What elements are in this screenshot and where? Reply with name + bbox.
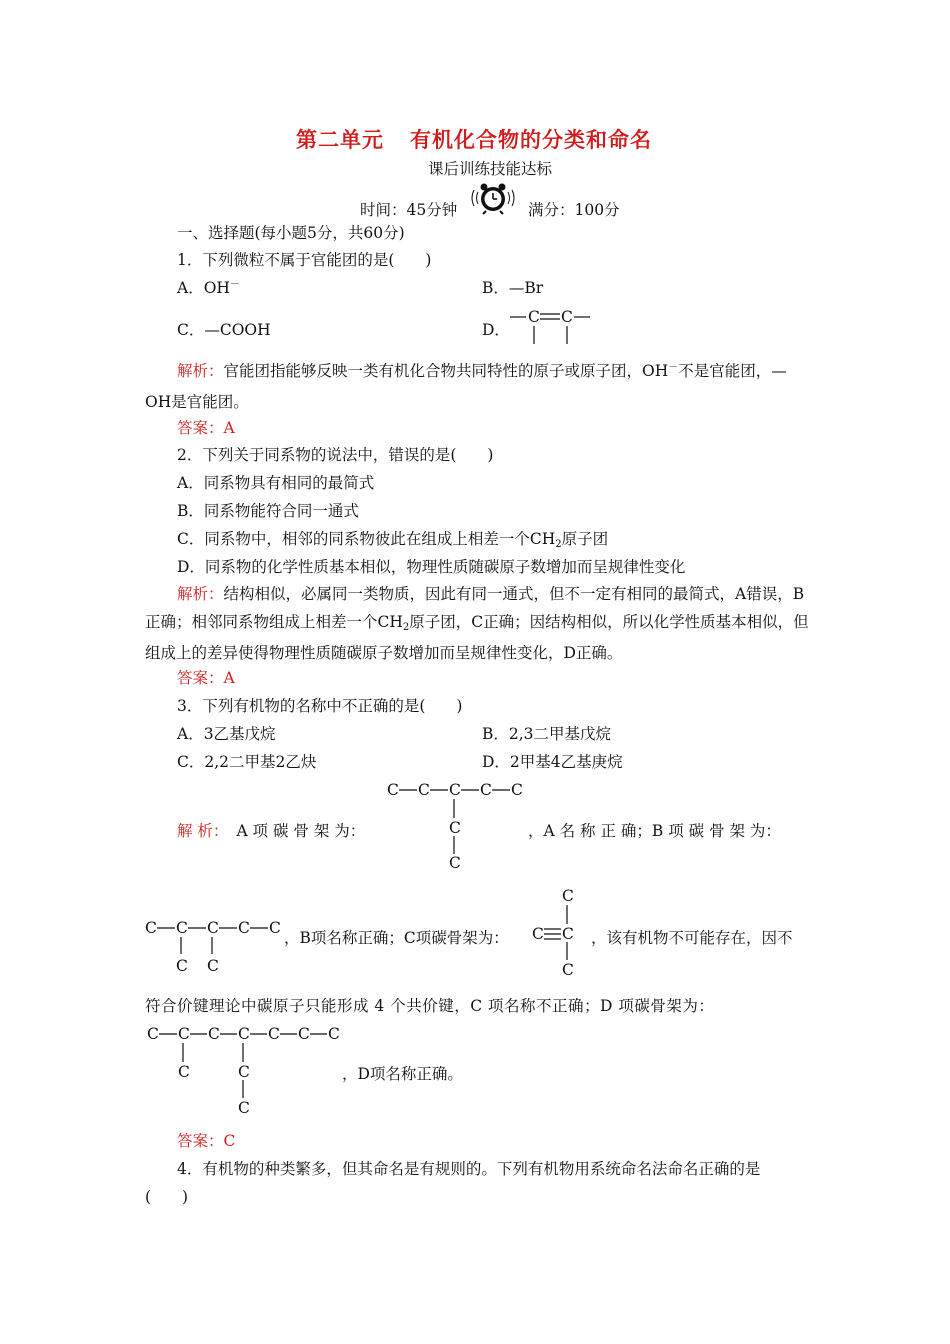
carbon-atom: C: [207, 919, 219, 937]
carbon-atom: C: [176, 957, 188, 975]
carbon-atom: C: [328, 1025, 340, 1043]
q2-option-c: C．同系物中，相邻的同系物彼此在组成上相差一个CH2原子团: [177, 530, 609, 550]
q1-option-c: C．—COOH: [177, 321, 271, 339]
score-label: 满分：100分: [528, 201, 620, 219]
q3-stem: 3．下列有机物的名称中不正确的是( ): [177, 697, 463, 715]
q1-option-a: A．OH－: [177, 279, 240, 297]
title-unit: 第二单元: [296, 127, 384, 152]
carbon-atom: C: [387, 781, 399, 799]
page-subtitle: 课后训练技能达标: [428, 160, 553, 178]
q2-analysis: 解析：结构相似，必属同一类物质，因此有同一通式，但不一定有相同的最简式，A错误，B正确；相邻同系物组成上相差一个CH2原子团，C正确；因结构相似，所以化学性质基本相似，但组成上的差异使得物理性质随碳原子数增加而呈规律性变化，D正确。: [145, 585, 809, 662]
skeleton-a: [385, 778, 525, 877]
q3-analysis-continued: 符合价键理论中碳原子只能形成 4 个共价键，C 项名称不正确；D 项碳骨架为：: [145, 997, 715, 1015]
q2-stem: 2．下列关于同系物的说法中，错误的是( ): [177, 446, 494, 464]
carbon-atom: C: [418, 781, 430, 799]
skeleton-d: [145, 1022, 345, 1126]
q4-paren: ( ): [145, 1188, 189, 1206]
carbon-atom: C: [178, 1025, 190, 1043]
carbon-atom: C: [298, 1025, 310, 1043]
carbon-atom: C: [147, 1025, 159, 1043]
carbon-atom: C: [208, 1025, 220, 1043]
carbon-atom: C: [178, 1063, 190, 1081]
carbon-atom: C: [269, 919, 281, 937]
q3-analysis-d-end: ，D项名称正确。: [342, 1065, 463, 1083]
carbon-atom: C: [532, 925, 544, 943]
q3-analysis-c-end: ，该有机物不可能存在，因不: [591, 929, 793, 947]
title-topic: 有机化合物的分类和命名: [410, 127, 652, 152]
q1-option-d: D．: [482, 321, 510, 339]
carbon-atom: C: [562, 925, 574, 943]
q3-analysis-b-end: ，B项名称正确；C项碳骨架为：: [284, 929, 509, 947]
carbon-atom: C: [238, 1099, 250, 1117]
carbon-atom: C: [561, 308, 573, 326]
q3-option-b: B．2,3二甲基戊烷: [482, 725, 612, 743]
q1-option-d-structure: [508, 304, 598, 354]
page-title: [296, 124, 652, 154]
time-label: 时间：45分钟: [360, 201, 458, 219]
q3-option-a: A．3乙基戊烷: [177, 725, 276, 743]
q3-option-d: D．2甲基4乙基庚烷: [482, 753, 623, 771]
q2-option-b: B．同系物能符合同一通式: [177, 502, 359, 520]
carbon-atom: C: [449, 854, 461, 872]
carbon-atom: C: [268, 1025, 280, 1043]
q1-option-b: B．—Br: [482, 279, 544, 297]
section-heading: 一、选择题(每小题5分，共60分): [177, 224, 405, 242]
q1-stem: 1．下列微粒不属于官能团的是( ): [177, 251, 432, 269]
carbon-atom: C: [528, 308, 540, 326]
carbon-atom: C: [562, 961, 574, 979]
q3-analysis-a: 解 析： A 项 碳 骨 架 为：: [177, 822, 366, 840]
q1-answer: 答案：A: [177, 419, 235, 437]
q3-answer: 答案：C: [177, 1132, 236, 1150]
alarm-clock-icon: [468, 180, 518, 216]
carbon-atom: C: [238, 1025, 250, 1043]
carbon-atom: C: [562, 887, 574, 905]
q2-answer: 答案：A: [177, 669, 235, 687]
q3-option-c: C．2,2二甲基2乙炔: [177, 753, 317, 771]
carbon-atom: C: [511, 781, 523, 799]
q1-analysis: 解析：官能团指能够反映一类有机化合物共同特性的原子或原子团，OH－不是官能团，—OH是官能团。: [145, 362, 787, 411]
carbon-atom: C: [207, 957, 219, 975]
skeleton-b: [143, 916, 283, 982]
carbon-atom: C: [449, 819, 461, 837]
carbon-atom: C: [238, 919, 250, 937]
carbon-atom: C: [480, 781, 492, 799]
carbon-atom: C: [176, 919, 188, 937]
q2-option-a: A．同系物具有相同的最简式: [177, 474, 375, 492]
skeleton-c: [530, 884, 590, 988]
carbon-atom: C: [145, 919, 157, 937]
carbon-atom: C: [449, 781, 461, 799]
q3-analysis-a-end: ，A 名 称 正 确；B 项 碳 骨 架 为：: [528, 822, 781, 840]
q2-option-d: D．同系物的化学性质基本相似，物理性质随碳原子数增加而呈规律性变化: [177, 558, 686, 576]
q4-stem: 4．有机物的种类繁多，但其命名是有规则的。下列有机物用系统命名法命名正确的是: [177, 1160, 761, 1178]
carbon-atom: C: [238, 1063, 250, 1081]
